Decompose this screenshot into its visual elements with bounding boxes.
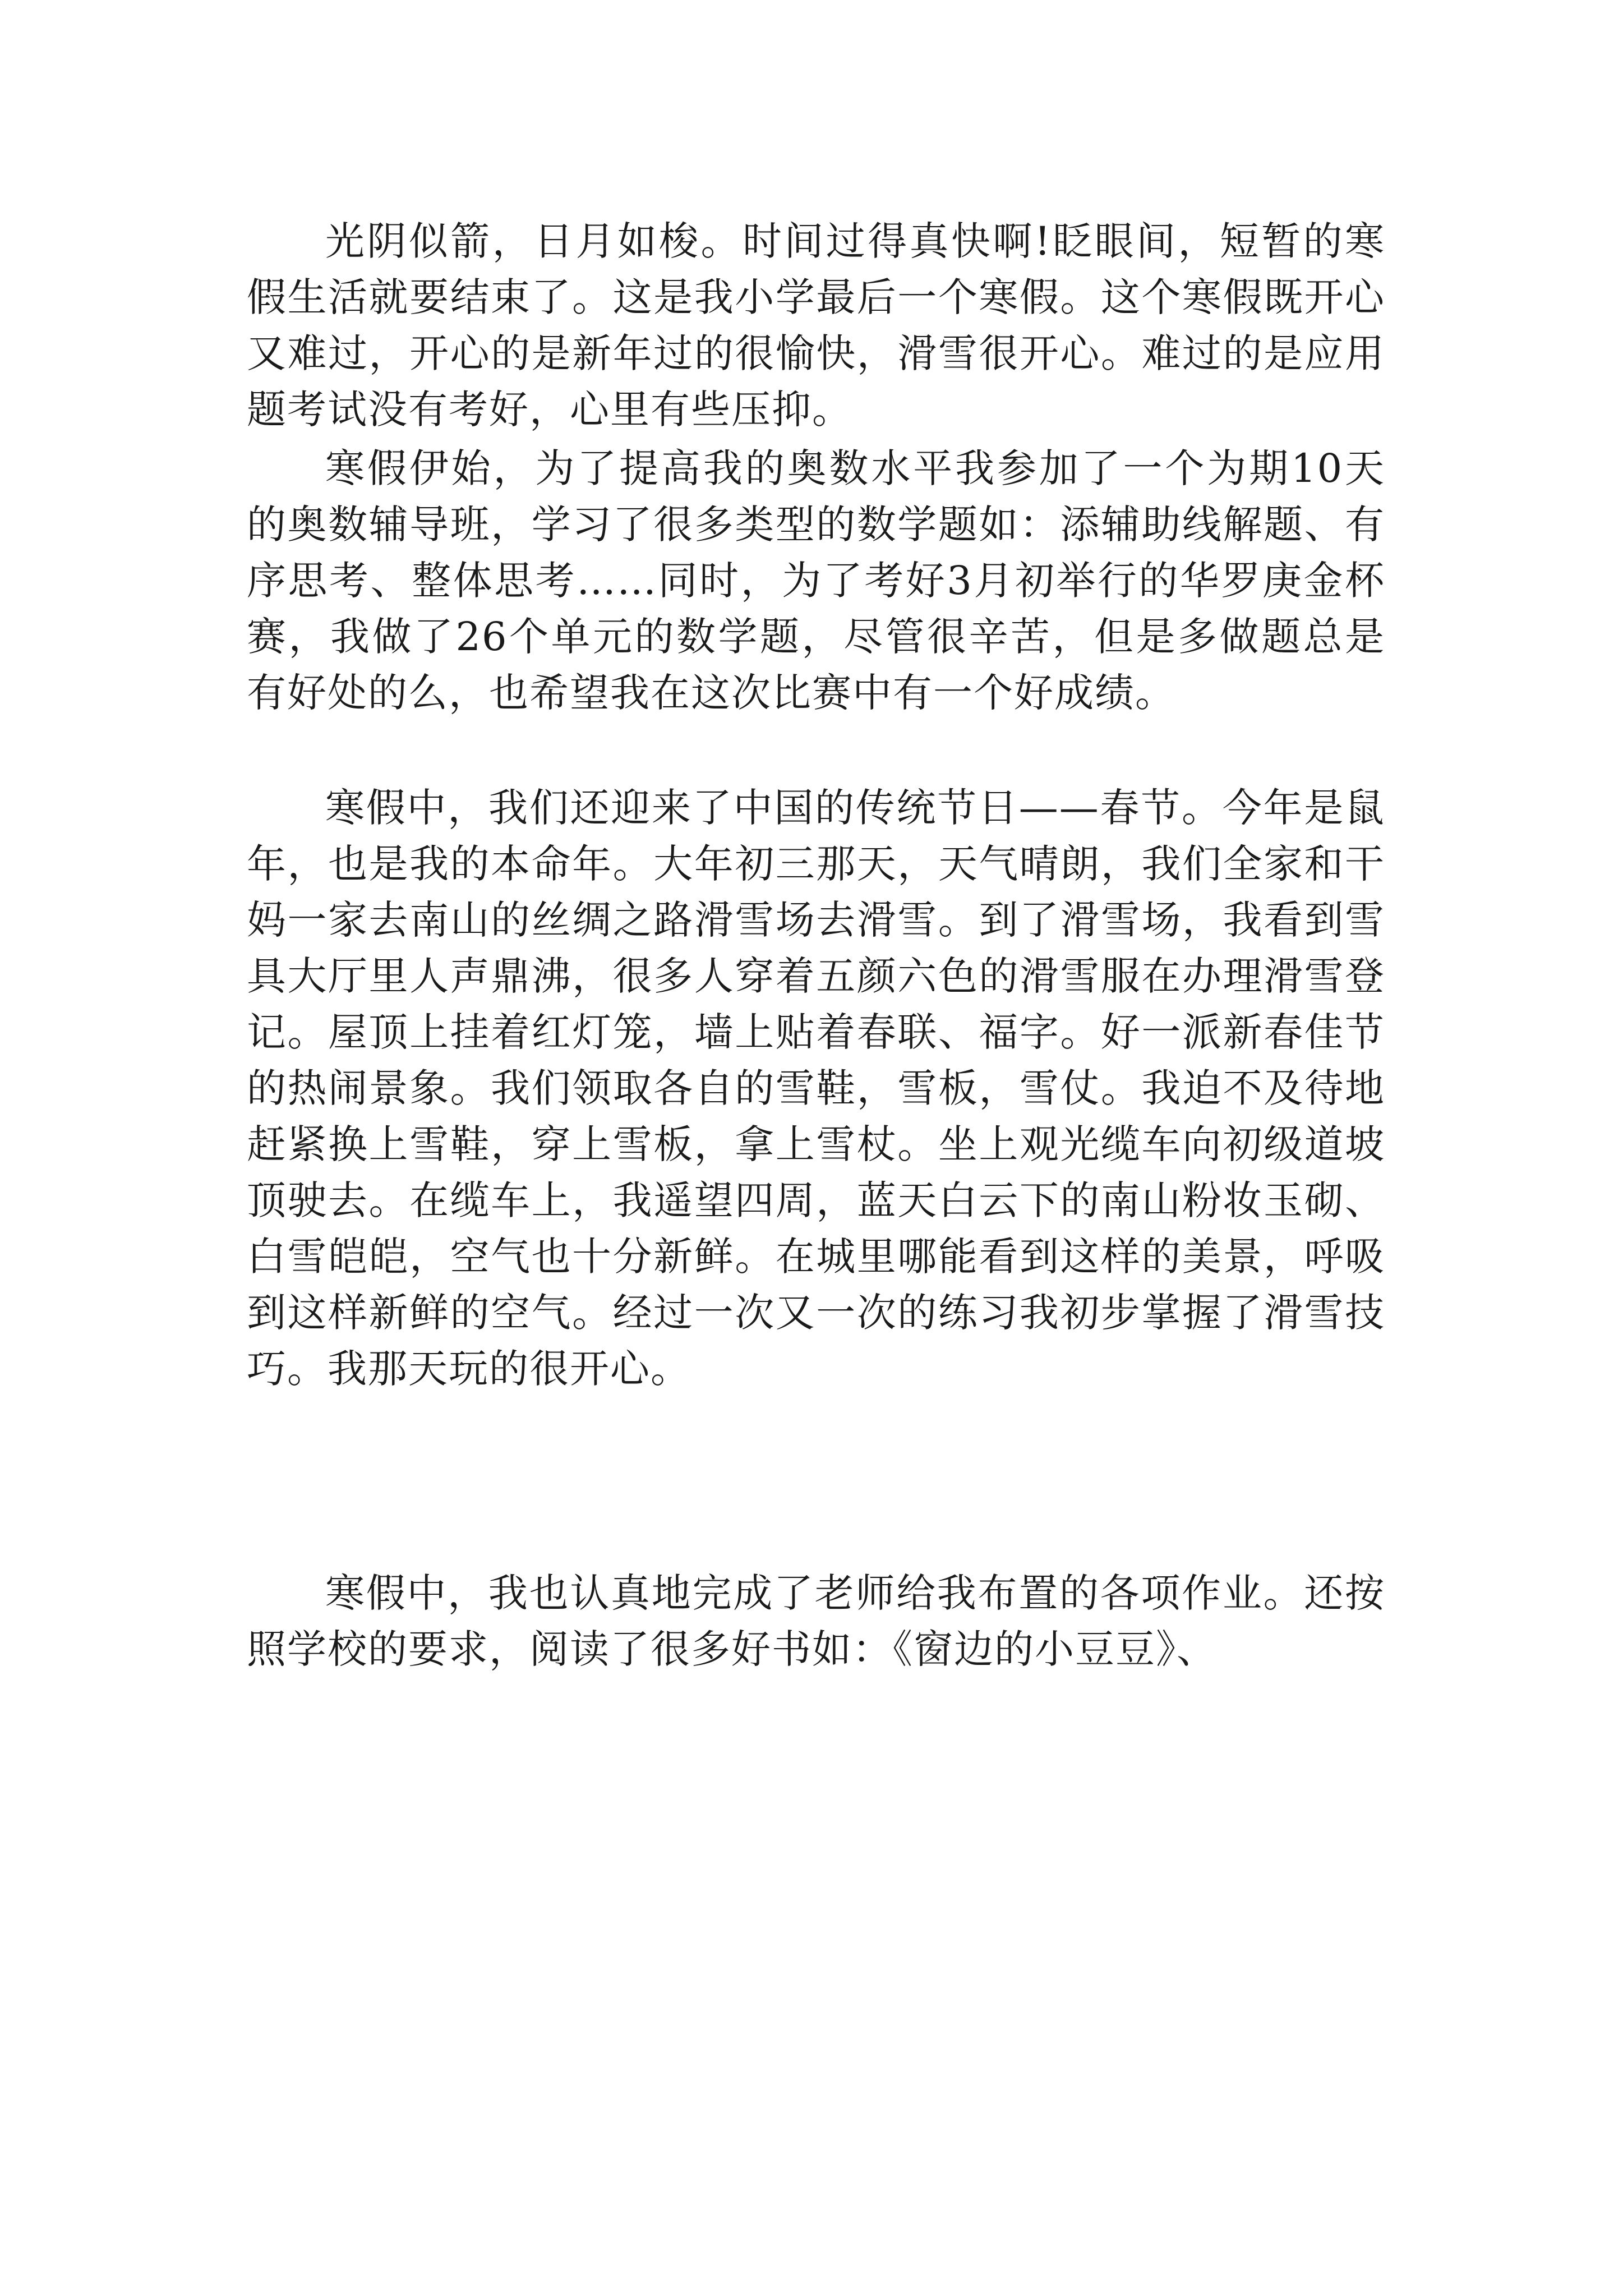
document-body (247, 213, 1385, 1677)
paragraph-1: 光阴似箭，日月如梭。时间过得真快啊!眨眼间，短暂的寒假生活就要结束了。这是我小学最后一个寒假。这个寒假既开心又难过，开心的是新年过的很愉快，滑雪很开心。难过的是应用题考试没有考好，心里有些压抑。 (247, 218, 1385, 432)
paragraph-3: 寒假中，我们还迎来了中国的传统节日——春节。今年是鼠年，也是我的本命年。大年初三那天，天气晴朗，我们全家和干妈一家去南山的丝绸之路滑雪场去滑雪。到了滑雪场，我看到雪具大厅里人声鼎沸，很多人穿着五颜六色的滑雪服在办理滑雪登记。屋顶上挂着红灯笼，墙上贴着春联、福字。好一派新春佳节的热闹景象。我们领取各自的雪鞋，雪板，雪仗。我迫不及待地赶紧换上雪鞋，穿上雪板，拿上雪杖。坐上观光缆车向初级道坡顶驶去。在缆车上，我遥望四周，蓝天白云下的南山粉妆玉砌、白雪皑皑，空气也十分新鲜。在城里哪能看到这样的美景，呼吸到这样新鲜的空气。经过一次又一次的练习我初步掌握了滑雪技巧。我那天玩的很开心。 (247, 785, 1385, 1392)
paragraph-2: 寒假伊始，为了提高我的奥数水平我参加了一个为期10天的奥数辅导班，学习了很多类型的数学题如：添辅助线解题、有序思考、整体思考……同时，为了考好3月初举行的华罗庚金杯赛，我做了26个单元的数学题，尽管很辛苦，但是多做题总是有好处的么，也希望我在这次比赛中有一个好成绩。 (247, 445, 1385, 716)
paragraph-4: 寒假中，我也认真地完成了老师给我布置的各项作业。还按照学校的要求，阅读了很多好书如：《窗边的小豆豆》、 (247, 1570, 1385, 1672)
